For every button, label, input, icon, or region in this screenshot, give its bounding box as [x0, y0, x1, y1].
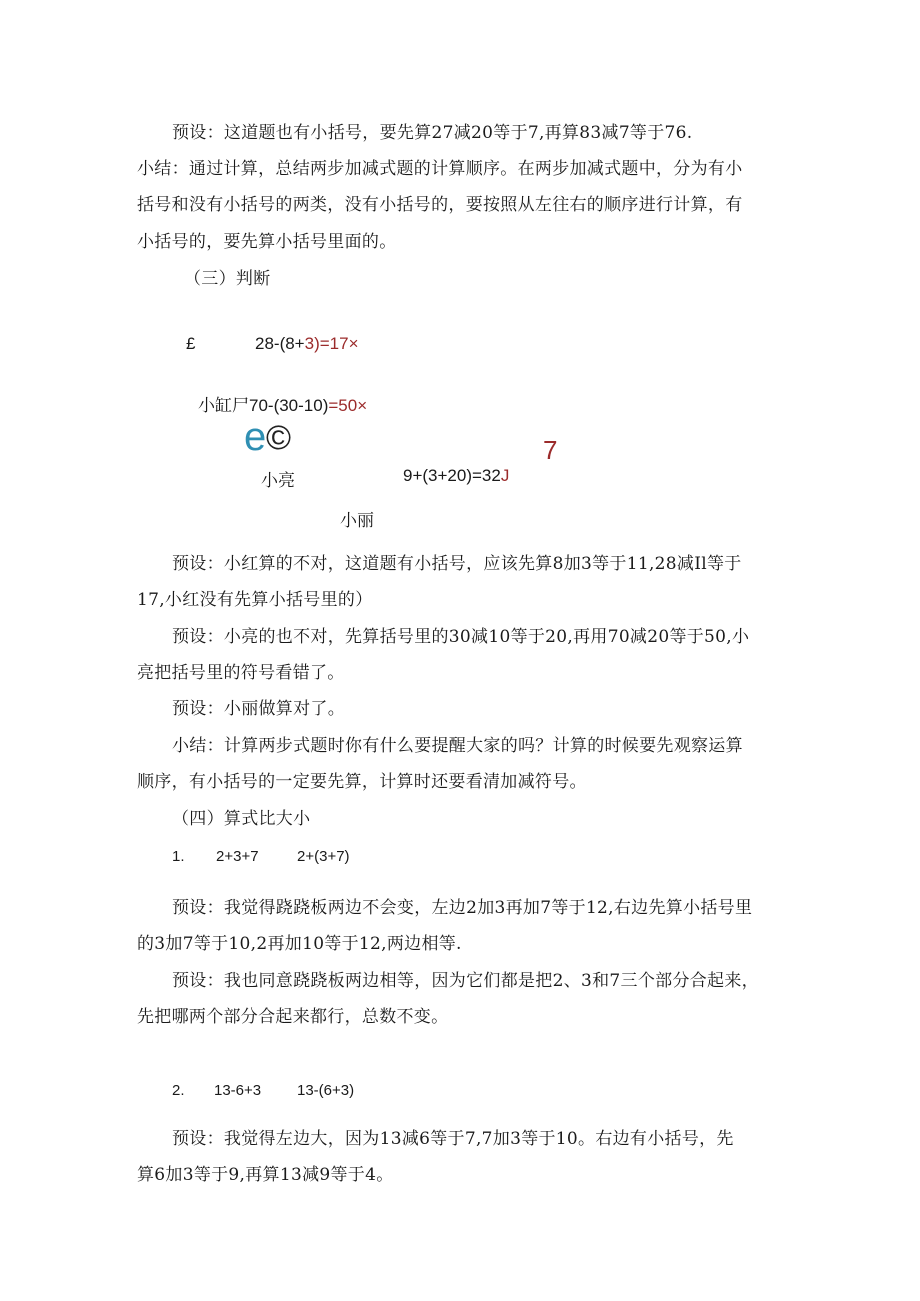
item-right-expression: 2+(3+7) — [297, 848, 350, 865]
copyright-icon: © — [266, 419, 292, 457]
expression-wrong-part: 3)=17× — [304, 334, 359, 353]
summary-line: 括号和没有小括号的两类，没有小括号的，要按照从左往右的顺序进行计算，有 — [137, 195, 743, 215]
summary-line: 小结：计算两步式题时你有什么要提醒大家的吗？计算的时候要先观察运算 — [172, 736, 743, 756]
item-number: 2. — [172, 1082, 185, 1099]
judgement-row-2 — [198, 391, 367, 416]
preset-line: 17,小红没有先算小括号里的） — [137, 590, 373, 610]
summary-line: 顺序，有小括号的一定要先算，计算时还要看清加减符号。 — [137, 772, 587, 792]
preset-line: 预设：我觉得左边大，因为13减6等于7,7加3等于10。右边有小括号，先 — [172, 1129, 734, 1149]
expression-part: 70-(30-10) — [249, 396, 329, 415]
judgement-mark: £ — [186, 334, 196, 353]
section-heading: （三）判断 — [184, 269, 271, 289]
expression-part: 28-(8+ — [255, 334, 305, 353]
section-heading: （四）算式比大小 — [172, 809, 311, 829]
preset-line: 预设：小丽做算对了。 — [172, 699, 345, 719]
summary-line: 小括号的，要先算小括号里面的。 — [137, 232, 397, 252]
student-name-li: 小丽 — [340, 511, 374, 531]
item-number: 1. — [172, 848, 185, 865]
expression-check-mark: J — [500, 466, 510, 485]
preset-line: 算6加3等于9,再算13减9等于4。 — [137, 1165, 394, 1185]
preset-line: 的3加7等于10,2再加10等于12,两边相等. — [137, 934, 462, 954]
preset-line: 预设：我也同意跷跷板两边相等，因为它们都是把2、3和7三个部分合起来， — [172, 971, 759, 991]
preset-line: 预设：这道题也有小括号，要先算27减20等于7,再算83减7等于76. — [172, 123, 693, 143]
preset-line: 先把哪两个部分合起来都行，总数不变。 — [137, 1007, 449, 1027]
preset-line: 预设：小红算的不对，这道题有小括号，应该先算8加3等于11,28减Il等于 — [172, 554, 742, 574]
item-right-expression: 13-(6+3) — [297, 1082, 355, 1099]
student-name: 小缸尸 — [198, 396, 249, 416]
expression-part: 9+(3+20)=32 — [403, 466, 501, 485]
summary-line: 小结：通过计算，总结两步加减式题的计算顺序。在两步加减式题中，分为有小 — [137, 159, 743, 179]
preset-line: 预设：我觉得跷跷板两边不会变，左边2加3再加7等于12,右边先算小括号里 — [172, 898, 753, 918]
preset-line: 预设：小亮的也不对，先算括号里的30减10等于20,再用70减20等于50,小 — [172, 627, 750, 647]
student-name-liang: 小亮 — [261, 471, 295, 491]
glyph-e: e — [244, 415, 267, 459]
judgement-expression-red — [255, 334, 359, 354]
item-left-expression: 2+3+7 — [216, 848, 259, 865]
item-left-expression: 13-6+3 — [214, 1082, 262, 1099]
digit-seven: 7 — [543, 435, 558, 465]
preset-line: 亮把括号里的符号看错了。 — [137, 663, 345, 683]
expression-wrong-part: =50× — [328, 396, 368, 415]
judgement-expression-liang — [403, 466, 509, 486]
